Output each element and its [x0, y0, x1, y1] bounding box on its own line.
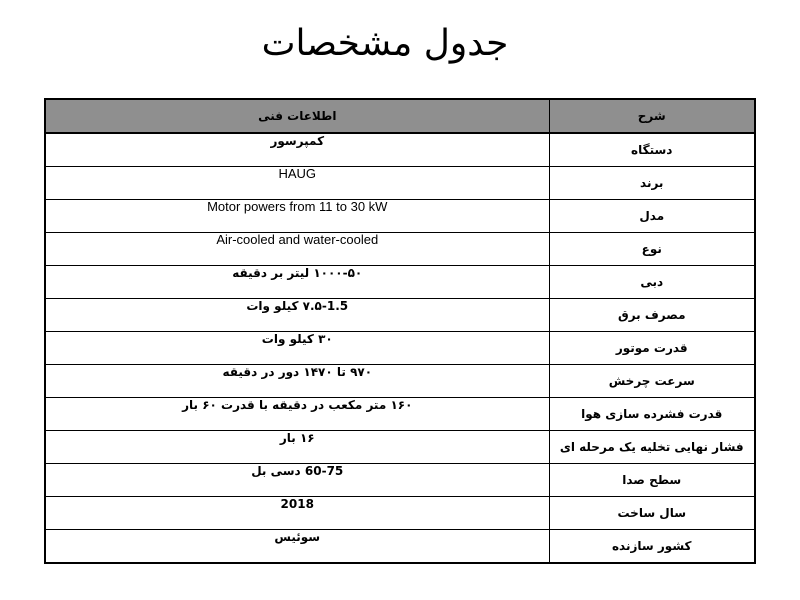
table-row [45, 133, 755, 167]
spec-table-body [45, 133, 755, 563]
row-value-motor-power: ۳۰ کیلو وات [45, 332, 549, 365]
table-row [45, 266, 755, 299]
row-label-final-pressure: فشار نهایی تخلیه یک مرحله ای [549, 431, 755, 464]
table-row [45, 167, 755, 200]
table-row [45, 233, 755, 266]
table-row [45, 530, 755, 564]
row-label-power-consumption: مصرف برق [549, 299, 755, 332]
row-value-noise-level: 60-75 دسی بل [45, 464, 549, 497]
row-label-rotation-speed: سرعت چرخش [549, 365, 755, 398]
header-description: شرح [549, 99, 755, 133]
row-label-motor-power: قدرت موتور [549, 332, 755, 365]
row-value-device: کمپرسور [45, 133, 549, 167]
row-value-flow-rate: ۱۰۰۰-۵۰ لیتر بر دقیقه [45, 266, 549, 299]
row-label-flow-rate: دبی [549, 266, 755, 299]
row-label-device: دستگاه [549, 133, 755, 167]
header-technical-info: اطلاعات فنی [45, 99, 549, 133]
row-label-noise-level: سطح صدا [549, 464, 755, 497]
table-row [45, 497, 755, 530]
row-label-country: کشور سازنده [549, 530, 755, 564]
row-value-country: سوئیس [45, 530, 549, 564]
table-row [45, 398, 755, 431]
row-value-compression-capacity: ۱۶۰ متر مکعب در دقیقه با قدرت ۶۰ بار [45, 398, 549, 431]
spec-table [44, 98, 756, 564]
table-row [45, 332, 755, 365]
row-label-year: سال ساخت [549, 497, 755, 530]
row-value-final-pressure: ۱۶ بار [45, 431, 549, 464]
row-value-model: Motor powers from 11 to 30 kW [45, 200, 549, 233]
row-label-type: نوع [549, 233, 755, 266]
table-row [45, 365, 755, 398]
row-value-year: 2018 [45, 497, 549, 530]
table-header-row [45, 99, 755, 133]
row-value-brand: HAUG [45, 167, 549, 200]
table-row [45, 464, 755, 497]
row-value-type: Air-cooled and water-cooled [45, 233, 549, 266]
row-label-brand: برند [549, 167, 755, 200]
row-value-rotation-speed: ۹۷۰ تا ۱۴۷۰ دور در دقیقه [45, 365, 549, 398]
table-row [45, 200, 755, 233]
table-row [45, 299, 755, 332]
row-value-power-consumption: ۷.۵-1.5 کیلو وات [45, 299, 549, 332]
page-title: جدول مشخصات [261, 23, 509, 64]
row-label-model: مدل [549, 200, 755, 233]
table-row [45, 431, 755, 464]
row-label-compression-capacity: قدرت فشرده سازی هوا [549, 398, 755, 431]
